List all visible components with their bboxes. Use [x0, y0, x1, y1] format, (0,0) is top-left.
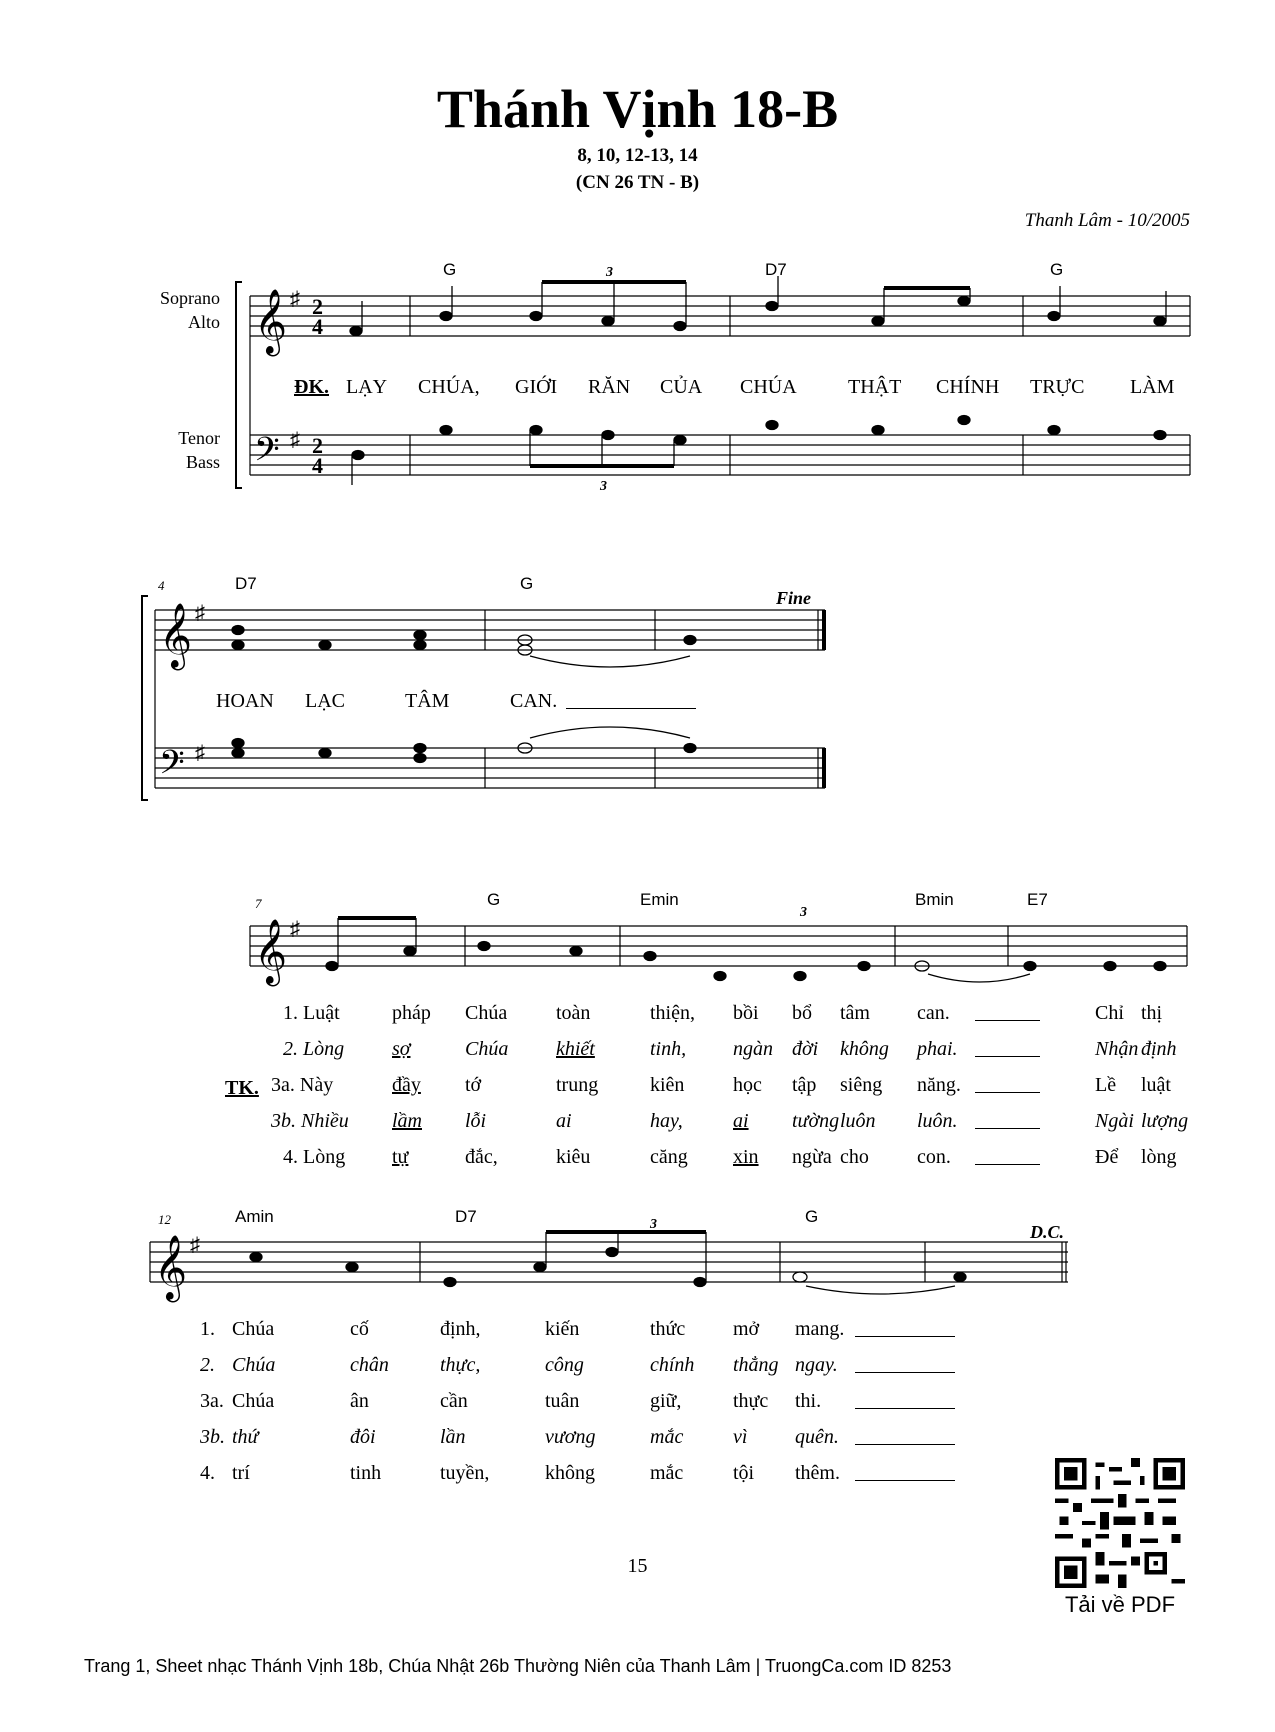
lyric-word: tội [733, 1462, 755, 1484]
lyric-word: tinh [350, 1462, 382, 1484]
lyric-word: tuyền, [440, 1462, 490, 1484]
lyric-word: chân [350, 1354, 389, 1376]
staff-system1-bass [250, 435, 1190, 475]
lyric-word: CHÍNH [936, 376, 1000, 398]
svg-text:4: 4 [312, 453, 323, 478]
download-pdf-link[interactable]: Tải về PDF [1064, 1592, 1176, 1617]
lyric-extender [975, 1128, 1040, 1129]
lyric-word: GIỚI [515, 376, 558, 398]
clefs [154, 289, 287, 1302]
lyric-word: TÂM [405, 690, 450, 712]
lyric-word: thị [1141, 1002, 1163, 1024]
measure-number: 7 [255, 896, 262, 911]
lyric-word: đôi [350, 1426, 376, 1448]
svg-text:♯: ♯ [290, 429, 300, 451]
lyric-word: 2. Lòng [283, 1038, 345, 1060]
chord-symbol: Bmin [915, 890, 954, 909]
treble-clef-icon: 𝄞 [254, 291, 288, 353]
lyric-word: siêng [840, 1074, 883, 1096]
lyric-word: tập [792, 1074, 817, 1096]
lyric-extender [566, 708, 696, 709]
lyric-word: pháp [392, 1002, 431, 1024]
qr-code-icon[interactable] [1055, 1458, 1185, 1588]
lyric-word: toàn [556, 1002, 591, 1024]
lyric-word: định, [440, 1318, 481, 1340]
staff-system2-bass [155, 748, 825, 788]
lyric-word: THẬT [848, 376, 902, 398]
svg-text:3: 3 [800, 905, 807, 920]
chord-symbol: G [443, 260, 457, 279]
measure-number: 4 [158, 578, 165, 593]
lyric-word: cho [840, 1146, 869, 1168]
lyric-word: mở [733, 1318, 760, 1340]
lyric-word: 1. [200, 1318, 215, 1340]
lyric-word: 3b. Nhiều [271, 1110, 349, 1132]
lyric-word: Chúa [232, 1390, 275, 1412]
lyric-word: tự [392, 1146, 409, 1168]
dc-mark: D.C. [1030, 1222, 1065, 1242]
lyric-word: 4. Lòng [283, 1146, 346, 1168]
lyric-word: lòng [1141, 1146, 1177, 1168]
lyric-word: mắc [650, 1462, 684, 1484]
lyric-word: ai [556, 1110, 572, 1132]
chord-symbol: Emin [640, 890, 679, 909]
lyric-word: 3a. Này [271, 1074, 334, 1096]
occasion: (CN 26 TN - B) [575, 172, 700, 193]
svg-text:4: 4 [312, 314, 323, 339]
lyric-word: LẠY [346, 376, 388, 398]
lyric-extender [855, 1444, 955, 1445]
chord-symbol: D7 [765, 260, 787, 279]
lyric-word: mang. [795, 1318, 845, 1340]
lyric-word: công [545, 1354, 584, 1376]
svg-text:2: 2 [312, 433, 323, 458]
lyric-word: lầm [392, 1110, 422, 1132]
voice-label-bass: Bass [185, 452, 220, 472]
lyric-word: ngay. [795, 1354, 838, 1376]
lyric-word: thực [733, 1390, 769, 1412]
song-title: Thánh Vịnh 18-B [436, 79, 839, 139]
lyric-word: kiến [545, 1318, 580, 1340]
lyric-word: mắc [650, 1426, 684, 1448]
treble-clef-icon: 𝄞 [154, 1237, 188, 1299]
bass-clef-icon: 𝄢 [254, 431, 280, 476]
composer-credit: Thanh Lâm - 10/2005 [1024, 210, 1190, 231]
lyric-extender [975, 1092, 1040, 1093]
lyric-word: tâm [840, 1002, 870, 1024]
chord-symbol: G [805, 1207, 819, 1226]
lyric-word: 3b. [200, 1426, 225, 1448]
svg-text:3: 3 [650, 1217, 657, 1232]
lyric-word: tuân [545, 1390, 580, 1412]
lyric-word: kiêu [556, 1146, 591, 1168]
lyric-word: khiết [556, 1038, 595, 1060]
staff-system2-treble [155, 610, 825, 650]
lyric-word: ai [733, 1110, 749, 1132]
lyric-word: 2. [200, 1354, 215, 1376]
lyric-word: TRỰC [1030, 376, 1085, 398]
notes [232, 276, 1166, 1294]
lyric-word: vì [733, 1426, 748, 1448]
lyric-extender [975, 1056, 1040, 1057]
lyric-word: 1. Luật [283, 1002, 340, 1024]
lyric-word: thiện, [650, 1002, 695, 1024]
lyric-word: cố [350, 1318, 369, 1340]
staff-system3-treble [250, 926, 1187, 966]
lyric-word: trí [232, 1462, 250, 1484]
lyric-word: cần [440, 1390, 468, 1412]
lyric-word: LÀM [1130, 376, 1175, 398]
lyric-word: Nhận [1095, 1038, 1139, 1060]
chord-symbol: G [520, 574, 534, 593]
lyric-word: ngàn [733, 1038, 773, 1060]
svg-text:♯: ♯ [195, 602, 205, 624]
measure-number: 12 [158, 1212, 171, 1227]
lyric-word: RĂN [588, 376, 631, 398]
voice-label-tenor: Tenor [178, 428, 220, 448]
lyric-extender [975, 1164, 1040, 1165]
lyric-word: lượng [1141, 1110, 1189, 1132]
lyric-word: đời [792, 1038, 819, 1060]
lyric-word: kiên [650, 1074, 685, 1096]
lyric-word: luật [1141, 1074, 1171, 1096]
lyric-word: lỗi [465, 1110, 487, 1132]
lyric-word: căng [650, 1146, 688, 1168]
lyric-word: tường [792, 1110, 840, 1132]
lyric-word: HOAN [216, 690, 274, 712]
lyric-extender [855, 1408, 955, 1409]
chord-symbol: E7 [1027, 890, 1048, 909]
svg-text:♯: ♯ [290, 918, 300, 940]
treble-clef-icon: 𝄞 [159, 605, 193, 667]
lyric-word: luôn. [917, 1110, 958, 1132]
lyric-word: LẠC [305, 690, 345, 712]
lyric-word: con. [917, 1146, 951, 1168]
lyric-word: trung [556, 1074, 599, 1096]
lyric-word: bồi [733, 1002, 759, 1024]
lyric-word: đầy [392, 1074, 421, 1096]
lyric-word: sợ [392, 1038, 411, 1060]
lyric-extender [855, 1480, 955, 1481]
lyric-word: vương [545, 1426, 596, 1448]
svg-text:3: 3 [600, 479, 607, 494]
lyric-extender [855, 1336, 955, 1337]
lyric-word: năng. [917, 1074, 961, 1096]
lyric-extender [975, 1020, 1040, 1021]
lyric-word: đắc, [465, 1146, 498, 1168]
lyric-word: bổ [792, 1002, 812, 1024]
lyric-word: hay, [650, 1110, 683, 1132]
lyric-word: Lề [1095, 1074, 1117, 1096]
lyric-word: lần [440, 1426, 466, 1448]
chord-symbol: D7 [235, 574, 257, 593]
lyric-word: phai. [917, 1038, 958, 1060]
lyric-word: tớ [465, 1074, 482, 1096]
lyric-word: tinh, [650, 1038, 687, 1060]
lyric-word: học [733, 1074, 762, 1096]
lyric-word: Chúa [232, 1318, 275, 1340]
lyric-word: quên. [795, 1426, 839, 1448]
lyric-word: Để [1095, 1146, 1119, 1168]
lyric-word: xin [733, 1146, 759, 1168]
lyric-word: ngừa [792, 1146, 832, 1168]
page-number: 15 [627, 1555, 648, 1577]
lyric-word: CỦA [660, 376, 703, 398]
lyric-word: thứ [232, 1426, 259, 1448]
voice-label-alto: Alto [187, 312, 220, 332]
lyric-word: không [840, 1038, 889, 1060]
voice-label-soprano: Soprano [160, 288, 220, 308]
svg-text:2: 2 [312, 294, 323, 319]
lyric-word: CHÚA [740, 376, 797, 398]
lyric-word: định [1141, 1038, 1177, 1060]
lyric-word: thi. [795, 1390, 822, 1412]
svg-text:♯: ♯ [290, 288, 300, 310]
svg-text:3: 3 [606, 265, 613, 280]
chord-symbol: Amin [235, 1207, 274, 1226]
lyric-word: Chỉ [1095, 1002, 1124, 1024]
lyric-word: thêm. [795, 1462, 840, 1484]
verse-reference: 8, 10, 12-13, 14 [577, 145, 698, 166]
lyric-word: luôn [840, 1110, 876, 1132]
bass-clef-icon: 𝄢 [159, 744, 185, 789]
lyric-word: Chúa [232, 1354, 276, 1376]
lyric-word: không [545, 1462, 595, 1484]
lyric-word: ân [350, 1390, 369, 1412]
fine-mark: Fine [776, 588, 812, 608]
svg-text:♯: ♯ [195, 742, 205, 764]
lyric-word: Ngài [1095, 1110, 1134, 1132]
lyric-word: CHÚA, [418, 376, 480, 398]
chord-symbol: D7 [455, 1207, 477, 1226]
chord-symbol: G [1050, 260, 1064, 279]
footer-caption: Trang 1, Sheet nhạc Thánh Vịnh 18b, Chúa Nhật 26b Thường Niên của Thanh Lâm | TruongCa.com ID 8253 [84, 1656, 952, 1676]
treble-clef-icon: 𝄞 [254, 921, 288, 983]
chord-symbol: G [487, 890, 501, 909]
svg-text:♯: ♯ [190, 1234, 200, 1256]
lyric-word: thức [650, 1318, 686, 1340]
lyric-word: 4. [200, 1462, 215, 1484]
lyric-word: 3a. [200, 1390, 224, 1412]
lyric-word: thực, [440, 1354, 481, 1376]
stanza-label: TK. [225, 1077, 259, 1099]
lyric-word: Chúa [465, 1038, 509, 1060]
lyric-extender [855, 1372, 955, 1373]
lyric-word: can. [917, 1002, 950, 1024]
lyric-word: thẳng [733, 1354, 779, 1376]
lyric-word: Chúa [465, 1002, 508, 1024]
lyric-word: CAN. [510, 690, 558, 712]
refrain-label: ĐK. [294, 376, 329, 398]
lyric-word: chính [650, 1354, 695, 1376]
lyric-word: giữ, [650, 1390, 682, 1412]
